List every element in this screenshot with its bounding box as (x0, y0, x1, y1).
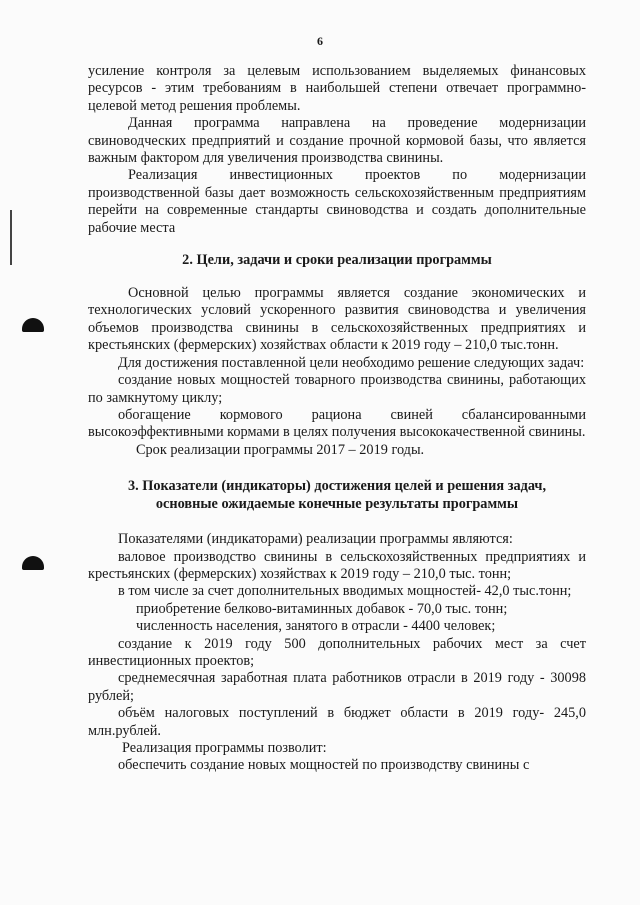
paragraph: Срок реализации программы 2017 – 2019 годы. (136, 441, 425, 458)
paragraph: обеспечить создание новых мощностей по производству свинины с (118, 757, 530, 774)
paragraph: Для достижения поставленной цели необходимо решение следующих задач: (118, 354, 585, 371)
paragraph: Основной целью программы является создание экономических и технологических условий ускоренного развития свиноводства и увеличения объемов производства свинины в сельскохозяйственных предприятиях и крестьянских (фермерских) хозяйствах области к 2019 году – 210,0 тыс.тонн. (88, 285, 586, 354)
paragraph: валовое производство свинины в сельскохозяйственных предприятиях и крестьянских (фермерских) хозяйствах к 2019 году – 210,0 тыс. тонн; (88, 548, 586, 582)
paragraph: Реализация программы позволит: (122, 740, 327, 756)
paragraph: создание к 2019 году 500 дополнительных рабочих мест за счет инвестиционных проектов; (88, 635, 586, 669)
binder-hole-mark (22, 318, 44, 332)
binder-hole-mark (22, 556, 44, 570)
paragraph: численность населения, занятого в отрасли - 4400 человек; (136, 618, 496, 635)
paragraph: объём налоговых поступлений в бюджет области в 2019 году- 245,0 млн.рублей. (88, 705, 586, 739)
section-heading: 2. Цели, задачи и сроки реализации программы (182, 252, 492, 269)
page-number: 6 (317, 34, 323, 48)
paragraph: приобретение белково-витаминных добавок - 70,0 тыс. тонн; (136, 600, 508, 617)
paragraph: создание новых мощностей товарного производства свинины, работающих по замкнутому циклу; (88, 372, 586, 406)
paragraph: усиление контроля за целевым использованием выделяемых финансовых ресурсов - этим требованиям в наибольшей степени отвечает программно-целевой метод решения проблемы. (88, 63, 586, 114)
paragraph: среднемесячная заработная плата работников отрасли в 2019 году - 30098 рублей; (88, 670, 586, 704)
paragraph: Данная программа направлена на проведение модернизации свиноводческих предприятий и создание прочной кормовой базы, что является важным фактором для увеличения производства свинины. (88, 115, 586, 167)
document-body (88, 63, 586, 775)
paragraph: Показателями (индикаторами) реализации программы являются: (118, 531, 513, 548)
paragraph: Реализация инвестиционных проектов по модернизации производственной базы дает возможность сельскохозяйственным предприятиям перейти на современные стандарты свиноводства и создать дополнительные рабочие места (88, 167, 586, 236)
scan-edge-line (10, 210, 12, 265)
paragraph: в том числе за счет дополнительных вводимых мощностей- 42,0 тыс.тонн; (118, 583, 572, 600)
section-heading: 3. Показатели (индикаторы) достижения целей и решения задач, (127, 478, 547, 495)
section-heading: основные ожидаемые конечные результаты программы (155, 496, 519, 513)
paragraph: обогащение кормового рациона свиней сбалансированными высокоэффективными кормами в целях получения высококачественной свинины. (88, 406, 586, 441)
